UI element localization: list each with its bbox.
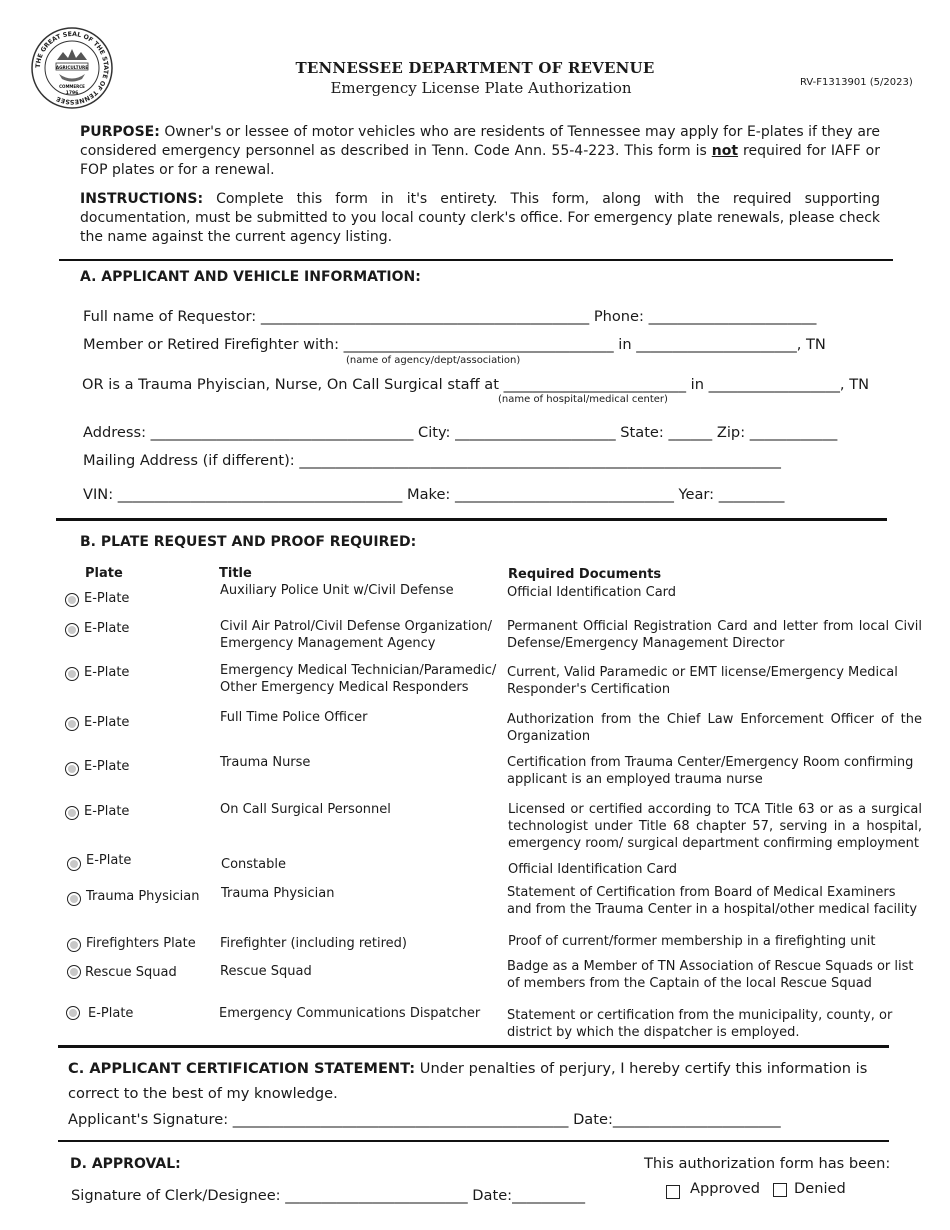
mailing-address-field[interactable]: Mailing Address (if different): __________________________________________________________________ [83, 452, 781, 469]
plate-radio[interactable] [65, 667, 79, 681]
purpose-text-2: required for IAFF or FOP plates or for a renewal. [80, 143, 880, 178]
form-subtitle: Emergency License Plate Authorization [330, 79, 632, 97]
plate-radio[interactable] [67, 965, 81, 979]
required-documents: Current, Valid Paramedic or EMT license/Emergency Medical Responder's Certification [507, 665, 898, 697]
approved-checkbox[interactable] [666, 1185, 680, 1199]
certification-statement [68, 1060, 873, 1077]
plate-radio[interactable] [67, 892, 81, 906]
plate-title: Civil Air Patrol/Civil Defense Organization/ Emergency Management Agency [220, 619, 492, 651]
clerk-signature-field[interactable]: Signature of Clerk/Designee: _________________________ Date:__________ [71, 1187, 586, 1204]
plate-title: Auxiliary Police Unit w/Civil Defense [220, 583, 454, 598]
purpose-paragraph [80, 123, 880, 180]
plate-type: E-Plate [84, 759, 130, 774]
required-documents: Certification from Trauma Center/Emergency Room confirming applicant is an employed trauma nurse [507, 755, 914, 787]
plate-title: Emergency Communications Dispatcher [219, 1006, 481, 1021]
seal-year-text: 1796 [65, 91, 79, 96]
section-divider [59, 259, 893, 261]
form-number: RV-F1313901 (5/2023) [800, 77, 913, 88]
instructions-label: INSTRUCTIONS: [80, 191, 204, 207]
full-name-phone-field[interactable]: Full name of Requestor: _____________________________________________ Phone: _______________________ [83, 308, 817, 325]
denied-label: Denied [794, 1180, 846, 1197]
plate-title: Firefighter (including retired) [220, 936, 408, 951]
section-c-heading: C. APPLICANT CERTIFICATION STATEMENT: [68, 1060, 416, 1077]
purpose-text-1: Owner's or lessee of motor vehicles who are residents of Tennessee may apply for E-plates if they are considered emergency personnel as described in Tenn. Code Ann. 55-4-223. This form is [80, 124, 880, 159]
plate-radio[interactable] [67, 857, 81, 871]
plate-title: Trauma Nurse [220, 755, 311, 770]
plate-radio[interactable] [65, 762, 79, 776]
required-documents: Statement of Certification from Board of Medical Examiners and from the Trauma Center in a hospital/other medical facility [507, 885, 918, 917]
denied-checkbox[interactable] [773, 1183, 787, 1197]
instructions-paragraph [80, 190, 880, 247]
purpose-label: PURPOSE: [80, 124, 160, 140]
required-documents: Permanent Official Registration Card and letter from local Civil Defense/Emergency Management Director [507, 619, 922, 651]
plate-type: Trauma Physician [86, 889, 200, 904]
approval-status-label: This authorization form has been: [644, 1155, 891, 1172]
applicant-signature-field[interactable]: Applicant's Signature: ______________________________________________ Date:_______________________ [68, 1111, 781, 1128]
plate-type: E-Plate [84, 621, 130, 636]
required-documents: Badge as a Member of TN Association of Rescue Squads or list of members from the Captain of the local Rescue Squad [507, 959, 914, 991]
certification-text-2: correct to the best of my knowledge. [68, 1085, 338, 1102]
purpose-emphasis: not [711, 143, 739, 159]
section-a-heading: A. APPLICANT AND VEHICLE INFORMATION: [80, 269, 421, 285]
plate-type: Rescue Squad [85, 965, 177, 980]
section-d-heading: D. APPROVAL: [70, 1156, 181, 1172]
certification-text-1: Under penalties of perjury, I hereby certify this information is [415, 1060, 868, 1077]
agency-field-note: (name of agency/dept/association) [346, 355, 521, 366]
plate-title: Trauma Physician [221, 886, 335, 901]
plate-type: E-Plate [84, 591, 130, 606]
section-divider [58, 1045, 889, 1048]
column-header-plate: Plate [85, 566, 123, 581]
section-divider [56, 518, 887, 521]
plate-type: E-Plate [88, 1006, 134, 1021]
plate-type: E-Plate [84, 804, 130, 819]
required-documents: Licensed or certified according to TCA Title 63 or as a surgical technologist under Title 68 chapter 57, serving in a hospital, emergency room/ surgical department confirming employment [508, 802, 922, 851]
section-divider [58, 1140, 889, 1142]
seal-agriculture-text: AGRICULTURE [55, 64, 89, 70]
trauma-hospital-field[interactable]: OR is a Trauma Phyiscian, Nurse, On Call Surgical staff at _________________________ in __________________, TN [82, 376, 870, 393]
required-documents: Proof of current/former membership in a firefighting unit [508, 934, 876, 949]
plate-radio[interactable] [65, 806, 79, 820]
required-documents: Official Identification Card [507, 585, 677, 600]
required-documents: Official Identification Card [508, 862, 678, 877]
plate-radio[interactable] [65, 717, 79, 731]
department-title: TENNESSEE DEPARTMENT OF REVENUE [295, 59, 655, 77]
plate-type: E-Plate [84, 665, 130, 680]
firefighter-agency-field[interactable]: Member or Retired Firefighter with: _____________________________________ in ______________________, TN [83, 336, 826, 353]
plate-type: E-Plate [84, 715, 130, 730]
plate-radio[interactable] [65, 593, 79, 607]
plate-title: On Call Surgical Personnel [220, 802, 391, 817]
plate-title: Constable [221, 857, 286, 872]
column-header-docs: Required Documents [508, 567, 662, 582]
plate-title: Emergency Medical Technician/Paramedic/ Other Emergency Medical Responders [220, 663, 497, 695]
instructions-text: Complete this form in it's entirety. This form, along with the required supporting documentation, must be submitted to you local county clerk's office. For emergency plate renewals, please check the name against the current agency listing. [80, 191, 880, 245]
plate-radio[interactable] [66, 1006, 80, 1020]
vin-make-year-field[interactable]: VIN: _______________________________________ Make: ______________________________ Year: _________ [83, 486, 785, 503]
seal-ring-text: THE GREAT SEAL OF THE STATE OF TENNESSEE [34, 30, 110, 106]
plate-type: Firefighters Plate [86, 936, 196, 951]
required-documents: Authorization from the Chief Law Enforcement Officer of the Organization [507, 712, 922, 744]
required-documents: Statement or certification from the municipality, county, or district by which the dispatcher is employed. [507, 1008, 893, 1040]
plate-type: E-Plate [86, 853, 132, 868]
plate-title: Full Time Police Officer [220, 710, 368, 725]
plate-title: Rescue Squad [220, 964, 312, 979]
hospital-field-note: (name of hospital/medical center) [498, 394, 668, 405]
plate-radio[interactable] [65, 623, 79, 637]
seal-commerce-text: COMMERCE [59, 84, 85, 89]
column-header-title: Title [219, 566, 252, 581]
approved-label: Approved [690, 1180, 760, 1197]
plate-radio[interactable] [67, 938, 81, 952]
address-field[interactable]: Address: ____________________________________ City: ______________________ State: ______ Zip: ____________ [83, 424, 838, 441]
section-b-heading: B. PLATE REQUEST AND PROOF REQUIRED: [80, 534, 417, 550]
